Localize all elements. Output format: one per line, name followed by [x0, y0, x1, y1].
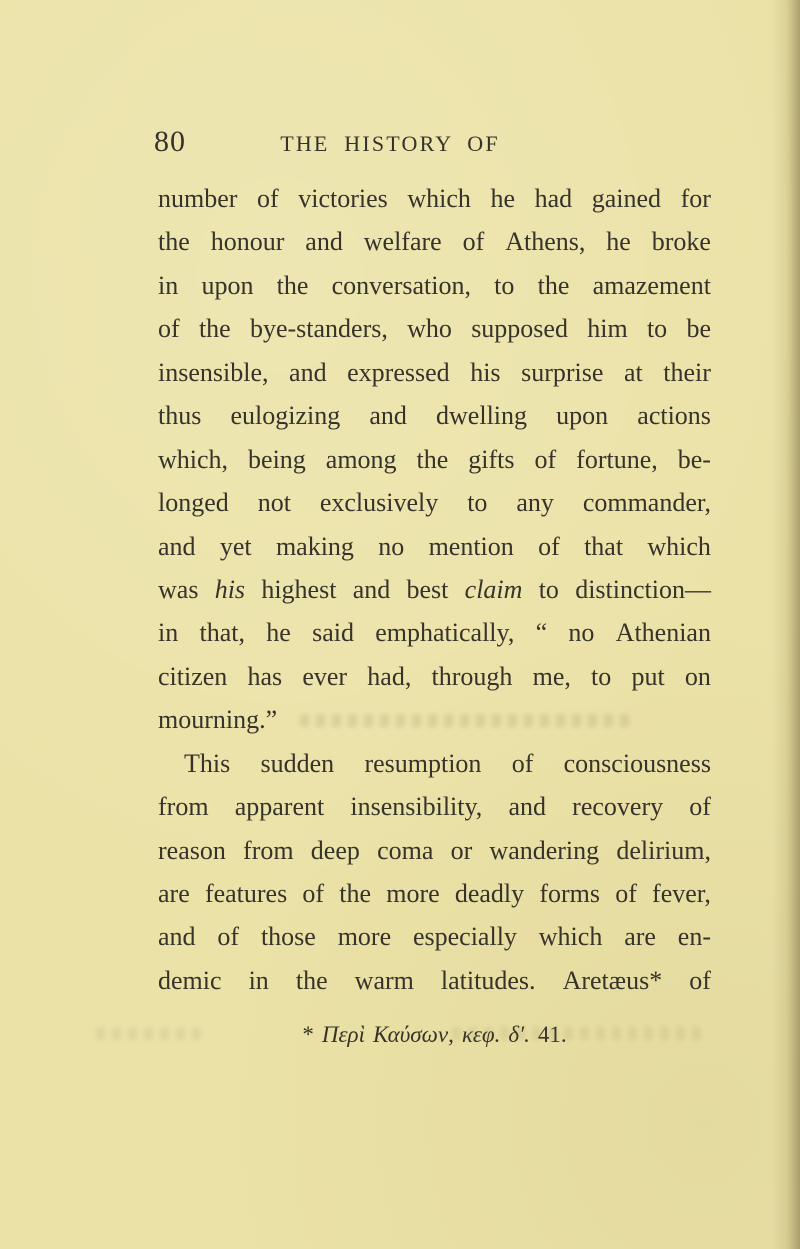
word: commander,: [582, 488, 711, 518]
word: that: [584, 531, 624, 561]
word: fever,: [652, 879, 711, 908]
word: are: [624, 922, 656, 952]
word: the: [158, 227, 190, 257]
word: of: [511, 748, 534, 778]
word: latitudes.: [440, 965, 536, 995]
word: “: [535, 618, 548, 648]
word: mention: [428, 531, 514, 561]
word: and: [305, 227, 343, 257]
word: any: [516, 488, 554, 518]
text-line: [158, 177, 711, 220]
word: fortune,: [576, 444, 658, 474]
word: or: [450, 835, 473, 865]
word: their: [663, 357, 711, 387]
word: of: [689, 792, 711, 822]
word: had: [534, 184, 573, 213]
word: best: [406, 574, 449, 604]
text-line: [158, 698, 711, 741]
word: deadly: [454, 879, 525, 908]
word: actions: [637, 401, 711, 431]
word: in: [158, 270, 179, 300]
word: had,: [367, 661, 412, 691]
text-line: [158, 915, 711, 958]
word: not: [257, 488, 291, 518]
word: distinction—: [575, 574, 711, 604]
word: more: [337, 922, 392, 952]
word: welfare: [363, 227, 442, 257]
word: no: [568, 618, 595, 648]
word: which: [407, 184, 471, 213]
word: him: [587, 314, 628, 344]
word: the: [339, 879, 372, 908]
word: reason: [158, 835, 226, 865]
word: and: [158, 531, 196, 561]
word: exclusively: [319, 488, 439, 518]
word: 41.: [537, 1022, 567, 1047]
word: in: [248, 965, 269, 995]
word: being: [248, 444, 306, 474]
word: conversation,: [331, 270, 471, 300]
text-line: [158, 785, 711, 828]
word: *: [302, 1022, 314, 1047]
word: to: [538, 574, 559, 604]
text-line: [158, 264, 711, 307]
word: gifts: [468, 444, 515, 474]
word: put: [631, 661, 665, 691]
word: amazement: [592, 270, 711, 300]
word: his: [214, 574, 246, 604]
word: which: [647, 531, 711, 561]
word: delirium,: [616, 835, 711, 865]
text-line: [158, 220, 711, 263]
word: among: [325, 444, 397, 474]
word: to: [494, 270, 515, 300]
word: and: [158, 922, 196, 952]
text-line: [158, 872, 711, 915]
word: the: [416, 444, 449, 474]
word: and: [508, 792, 547, 822]
word: gained: [591, 184, 662, 213]
text-line: [158, 351, 711, 394]
word: the: [295, 965, 328, 995]
word: me,: [532, 661, 571, 691]
word: warm: [354, 965, 414, 995]
word: Aretæus*: [562, 965, 663, 995]
word: of: [615, 879, 637, 908]
word: citizen: [158, 661, 228, 691]
text-line: [158, 307, 711, 350]
word: and: [352, 574, 391, 604]
word: and: [369, 401, 407, 431]
word: number: [158, 184, 238, 213]
text-line: [158, 742, 711, 785]
word: resumption: [364, 748, 482, 778]
text-line: [158, 481, 711, 524]
text-line: [158, 959, 711, 1002]
word: longed: [158, 488, 229, 518]
word: forms: [539, 879, 600, 908]
text-line: [158, 568, 711, 611]
word: to: [591, 661, 612, 691]
word: on: [684, 661, 711, 691]
text-line: [158, 438, 711, 481]
word: surprise: [521, 357, 604, 387]
word: which,: [158, 444, 229, 474]
word: he: [266, 618, 291, 648]
word: Athens,: [505, 227, 586, 257]
word: said: [312, 618, 354, 648]
word: those: [260, 922, 316, 952]
word: sudden: [260, 748, 335, 778]
word: be-: [677, 444, 711, 474]
word: the: [276, 270, 309, 300]
word: yet: [219, 531, 252, 561]
word: more: [386, 879, 440, 908]
word: at: [623, 357, 643, 387]
text-line: [158, 525, 711, 568]
word: coma: [377, 835, 434, 865]
word: in: [158, 618, 179, 648]
word: emphatically,: [375, 618, 515, 648]
word: apparent: [234, 792, 325, 822]
text-line: [158, 655, 711, 698]
word: upon: [201, 270, 254, 300]
word: of: [217, 922, 240, 952]
word: has: [247, 661, 283, 691]
word: insensible,: [158, 357, 269, 387]
word: κεφ.: [461, 1022, 501, 1047]
word: his: [470, 357, 501, 387]
text-line: [158, 394, 711, 437]
word: the: [198, 314, 231, 344]
word: and: [289, 357, 327, 387]
word: consciousness: [563, 748, 711, 778]
word: of: [462, 227, 485, 257]
word: thus: [158, 401, 202, 431]
word: supposed: [471, 314, 568, 344]
running-title: THE HISTORY OF: [280, 131, 500, 156]
word: upon: [556, 401, 609, 431]
word: This: [184, 748, 231, 778]
word: of: [689, 965, 711, 995]
page-number: 80: [154, 125, 186, 158]
word: insensibility,: [350, 792, 483, 822]
word: are: [158, 879, 190, 908]
text-line: [158, 611, 711, 654]
word: highest: [261, 574, 337, 604]
word: of: [158, 314, 180, 344]
word: he: [490, 184, 516, 213]
word: to: [646, 314, 668, 344]
text-line: [158, 829, 711, 872]
word: Περὶ: [321, 1022, 365, 1047]
word: the: [537, 270, 570, 300]
word: from: [158, 792, 209, 822]
word: from: [243, 835, 294, 865]
word: δ′.: [508, 1022, 530, 1047]
word: making: [275, 531, 354, 561]
word: of: [534, 444, 557, 474]
word: demic: [158, 965, 222, 995]
word: of: [302, 879, 325, 908]
word: he: [606, 227, 631, 257]
word: expressed: [347, 357, 450, 387]
word: wandering: [489, 835, 600, 865]
word: features: [204, 879, 288, 908]
word: ever: [302, 661, 348, 691]
word: bye-standers,: [249, 314, 388, 344]
word: recovery: [572, 792, 664, 822]
word: Athenian: [615, 618, 711, 648]
word: that,: [199, 618, 245, 648]
word: of: [538, 531, 560, 561]
word: for: [680, 184, 711, 213]
word: en-: [677, 922, 711, 952]
word: which: [538, 922, 603, 952]
word: was: [158, 574, 199, 604]
word: honour: [210, 227, 285, 257]
word: eulogizing: [230, 401, 341, 431]
word: no: [378, 531, 405, 561]
word: especially: [412, 922, 517, 952]
word: of: [257, 184, 279, 213]
word: who: [407, 314, 452, 344]
body-text: [158, 177, 711, 1002]
word: to: [467, 488, 488, 518]
word: Καύσων,: [372, 1022, 454, 1047]
word: victories: [298, 184, 388, 213]
page-edge-shadow: [786, 0, 800, 1249]
word: claim: [464, 574, 523, 604]
word: through: [431, 661, 513, 691]
word: mourning.”: [158, 705, 278, 735]
word: deep: [310, 835, 360, 865]
word: broke: [651, 227, 711, 257]
footnote: [158, 1020, 711, 1050]
word: dwelling: [436, 401, 528, 431]
word: be: [686, 314, 711, 344]
